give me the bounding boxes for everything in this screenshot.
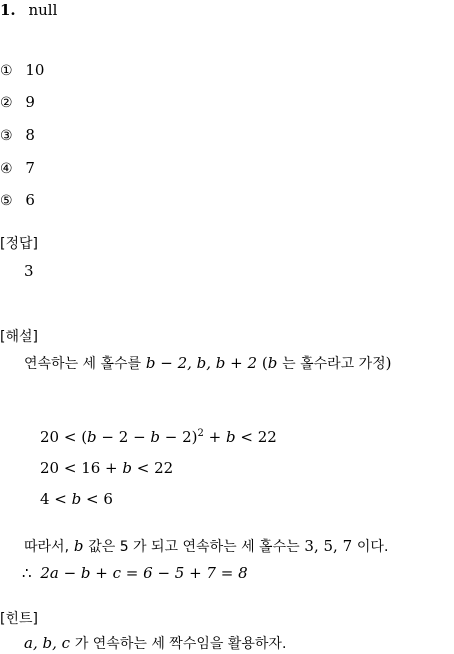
choice-value: 7 [25,159,35,177]
paren: ) [385,354,392,372]
therefore-symbol: ∴ [22,564,32,582]
explanation-line-1 [24,353,392,374]
math-text: < 6 [81,490,113,508]
choice-3[interactable] [0,125,35,146]
explanation-text: 값은 5 가 되고 연속하는 세 홀수는 [88,539,300,555]
math-variable: b [71,490,82,508]
choice-2[interactable] [0,92,35,113]
explanation-text: 이다. [356,539,389,555]
explanation-text: 연속하는 세 홀수를 [24,356,142,372]
choice-value: 8 [25,126,35,144]
math-text: 20 < ( [40,428,88,446]
answer-label: [정답] [0,236,38,252]
question-text: null [28,1,58,19]
choice-value: 6 [25,191,35,209]
math-variable: b [122,459,132,477]
math-text: 4 < [40,490,72,508]
math-text: 3, 5, 7 [304,537,353,555]
hint-line [24,633,286,654]
conclusion-line-1 [24,536,388,557]
choice-marker: ② [0,95,13,111]
math-exponent: 2 [197,428,204,439]
math-text: < 22 [132,459,174,477]
conclusion-line-2 [22,563,248,583]
explanation-text: 따라서, [24,539,70,555]
math-expression: 2a − b + c = 6 − 5 + 7 = 8 [40,564,248,582]
equation-2 [40,458,173,478]
math-variable: b [226,428,236,446]
explanation-text: 는 홀수라고 가정 [282,356,386,372]
math-text: − 2 − [96,428,151,446]
choice-marker: ① [0,63,13,79]
equation-3 [40,489,113,509]
math-text: < 22 [235,428,277,446]
choice-marker: ④ [0,161,13,177]
math-variable: b [150,428,161,446]
equation-1 [40,427,277,447]
explanation-label: [해설] [0,329,38,345]
choice-5[interactable] [0,190,35,211]
question-line [0,0,57,20]
math-variable: b [267,354,278,372]
answer-value: 3 [24,262,34,280]
choice-1[interactable] [0,60,44,81]
hint-label: [힌트] [0,611,38,627]
math-text: 20 < 16 + [40,459,123,477]
choice-value: 10 [25,61,45,79]
math-expression: b − 2, b, b + 2 [145,354,258,372]
math-variable: b [87,428,97,446]
paren: ( [261,354,268,372]
question-number: 1. [0,1,16,19]
choice-marker: ③ [0,128,13,144]
math-text: + [203,428,227,446]
choice-4[interactable] [0,158,35,179]
hint-text: 가 연속하는 세 짝수임을 활용하자. [74,636,287,652]
math-variables: a, b, c [24,634,71,652]
math-variable: b [73,537,84,555]
math-text: − 2) [160,428,198,446]
choice-value: 9 [25,93,35,111]
choice-marker: ⑤ [0,193,13,209]
